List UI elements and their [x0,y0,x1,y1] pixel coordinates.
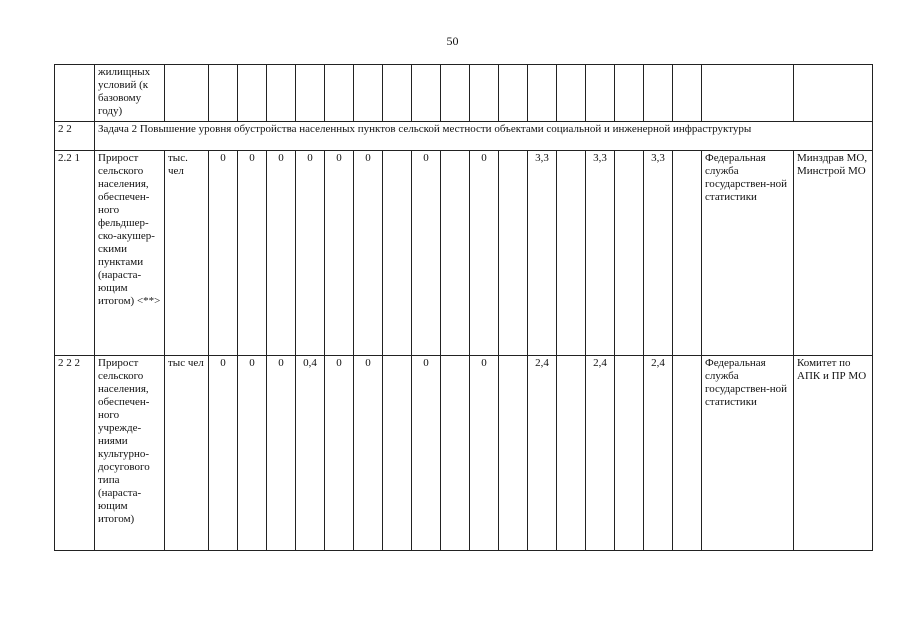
table-row-task [55,122,873,151]
value-cell [557,65,586,122]
value-cell [499,356,528,551]
value-cell: 0,4 [296,356,325,551]
value-cell [296,65,325,122]
value-cell [557,356,586,551]
value-cell: 0 [470,356,499,551]
indicator-cell: жилищных условий (к базовому году) [95,65,165,122]
executor-cell [794,65,873,122]
value-cell: 0 [325,356,354,551]
value-cell: 3,3 [644,151,673,356]
source-cell: Федеральная служба государствен-ной статистики [702,151,794,356]
unit-cell: тыс чел [165,356,209,551]
value-cell: 2,4 [644,356,673,551]
value-cell [644,65,673,122]
value-cell: 0 [412,151,441,356]
value-cell: 0 [209,356,238,551]
value-cell [209,65,238,122]
value-cell: 0 [209,151,238,356]
value-cell [557,151,586,356]
value-cell: 0 [325,151,354,356]
value-cell [238,65,267,122]
value-cell [615,151,644,356]
value-cell [354,65,383,122]
page-number: 50 [446,34,459,48]
row-code: 2.2 1 [55,151,95,356]
value-cell [383,151,412,356]
value-cell [441,151,470,356]
value-cell [267,65,296,122]
row-code: 2 2 [55,122,95,151]
value-cell: 0 [238,356,267,551]
value-cell [499,151,528,356]
indicator-table [54,64,873,551]
value-cell: 2,4 [528,356,557,551]
value-cell: 0 [267,151,296,356]
value-cell [673,151,702,356]
table-row-continuation [55,65,873,122]
source-cell [702,65,794,122]
value-cell [615,65,644,122]
value-cell [528,65,557,122]
row-code [55,65,95,122]
value-cell: 0 [470,151,499,356]
value-cell: 0 [354,151,383,356]
source-cell: Федеральная служба государствен-ной статистики [702,356,794,551]
table-row [55,356,873,551]
unit-cell: тыс. чел [165,151,209,356]
value-cell [615,356,644,551]
unit-cell [165,65,209,122]
value-cell [441,65,470,122]
value-cell [470,65,499,122]
value-cell [441,356,470,551]
value-cell [673,65,702,122]
value-cell [673,356,702,551]
value-cell [412,65,441,122]
value-cell: 0 [412,356,441,551]
value-cell [325,65,354,122]
value-cell: 0 [354,356,383,551]
value-cell: 0 [267,356,296,551]
executor-cell: Комитет по АПК и ПР МО [794,356,873,551]
value-cell: 0 [238,151,267,356]
value-cell: 3,3 [586,151,615,356]
value-cell [499,65,528,122]
value-cell [383,65,412,122]
task-title: Задача 2 Повышение уровня обустройства населенных пунктов сельской местности объектами социальной и инженерной инфраструктуры [95,122,873,151]
indicator-cell: Прирост сельского населения, обеспечен-ного фельдшер-ско-акушер-скими пунктами (нараста-ющим итогом) <**> [95,151,165,356]
value-cell [586,65,615,122]
value-cell [383,356,412,551]
value-cell: 0 [296,151,325,356]
value-cell: 3,3 [528,151,557,356]
row-code: 2 2 2 [55,356,95,551]
indicator-cell: Прирост сельского населения, обеспечен-ного учрежде-ниями культурно-досугового типа (нараста-ющим итогом) [95,356,165,551]
value-cell: 2,4 [586,356,615,551]
table-row [55,151,873,356]
executor-cell: Минздрав МО, Минстрой МО [794,151,873,356]
